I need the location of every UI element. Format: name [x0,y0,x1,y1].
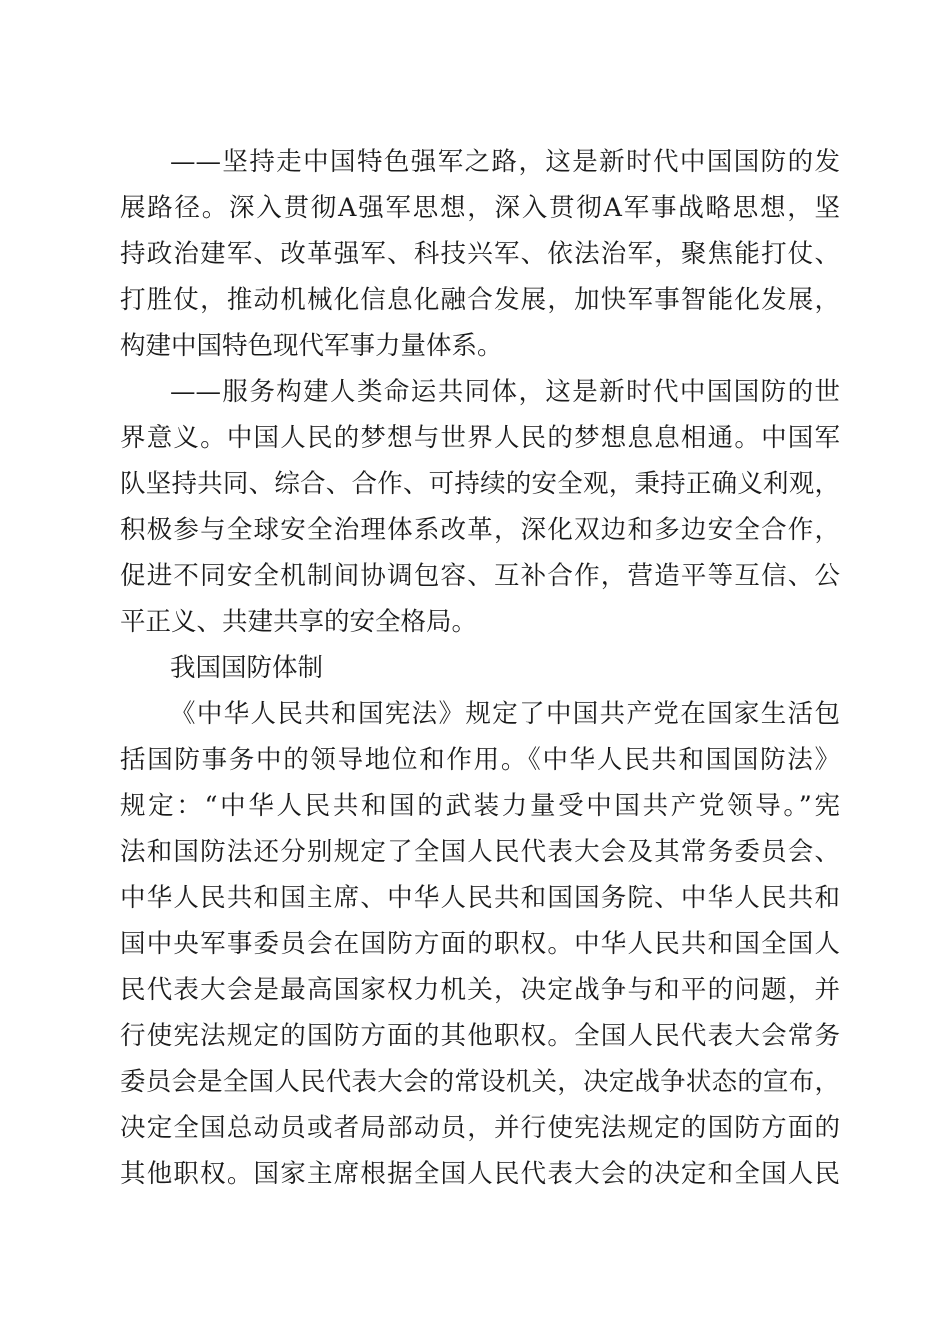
paragraph-3-line-11: 其他职权。国家主席根据全国人民代表大会的决定和全国人民 [120,1159,840,1189]
paragraph-3-line-4: 法和国防法还分别规定了全国人民代表大会及其常务委员会、 [120,837,840,867]
paragraph-3-line-8: 行使宪法规定的国防方面的其他职权。全国人民代表大会常务 [120,1021,840,1051]
paragraph-3-line-2: 括国防事务中的领导地位和作用。《中华人民共和国国防法》 [120,745,840,775]
paragraph-3-line-1: 《中华人民共和国宪法》规定了中国共产党在国家生活包 [170,699,840,729]
paragraph-2-line-4: 积极参与全球安全治理体系改革，深化双边和多边安全合作， [120,515,840,545]
paragraph-3-line-7: 民代表大会是最高国家权力机关，决定战争与和平的问题，并 [120,975,840,1005]
paragraph-1-line-2: 展路径。深入贯彻A强军思想，深入贯彻A军事战略思想，坚 [120,193,840,223]
paragraph-2-line-6: 平正义、共建共享的安全格局。 [120,607,478,637]
paragraph-2-line-1: ——服务构建人类命运共同体，这是新时代中国国防的世 [170,377,840,407]
paragraph-1-line-5: 构建中国特色现代军事力量体系。 [120,331,503,361]
section-heading: 我国国防体制 [170,653,324,683]
paragraph-1-line-3: 持政治建军、改革强军、科技兴军、依法治军，聚焦能打仗、 [120,239,840,269]
paragraph-3-line-10: 决定全国总动员或者局部动员，并行使宪法规定的国防方面的 [120,1113,840,1143]
paragraph-3-line-5: 中华人民共和国主席、中华人民共和国国务院、中华人民共和 [120,883,840,913]
paragraph-3-line-6: 国中央军事委员会在国防方面的职权。中华人民共和国全国人 [120,929,840,959]
paragraph-2-line-2: 界意义。中国人民的梦想与世界人民的梦想息息相通。中国军 [120,423,840,453]
paragraph-3-line-3: 规定：“中华人民共和国的武装力量受中国共产党领导。”宪 [120,791,840,821]
paragraph-2-line-3: 队坚持共同、综合、合作、可持续的安全观，秉持正确义利观， [120,469,840,499]
paragraph-3-line-9: 委员会是全国人民代表大会的常设机关，决定战争状态的宣布， [120,1067,840,1097]
paragraph-1-line-1: ——坚持走中国特色强军之路，这是新时代中国国防的发 [170,147,840,177]
paragraph-1-line-4: 打胜仗，推动机械化信息化融合发展，加快军事智能化发展， [120,285,840,315]
paragraph-2-line-5: 促进不同安全机制间协调包容、互补合作，营造平等互信、公 [120,561,840,591]
